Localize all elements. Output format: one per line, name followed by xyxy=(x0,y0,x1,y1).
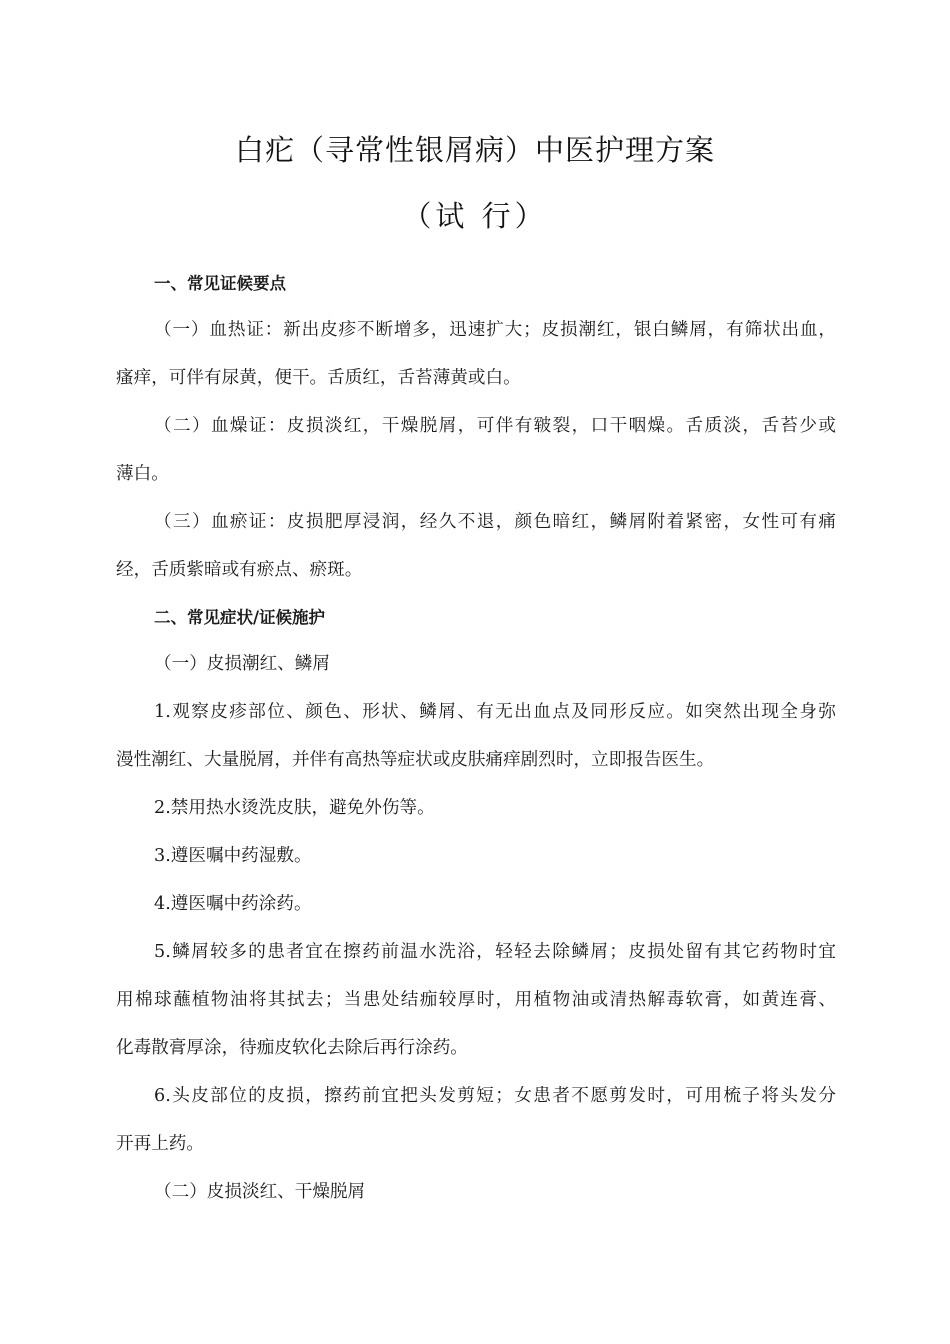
paragraph-line: （三）血瘀证：皮损肥厚浸润，经久不退，颜色暗红，鳞屑附着紧密，女性可有痛 xyxy=(154,512,836,532)
paragraph-line: 4.遵医嘱中药涂药。 xyxy=(154,894,312,914)
paragraph-line: 漫性潮红、大量脱屑，并伴有高热等症状或皮肤痛痒剧烈时，立即报告医生。 xyxy=(116,750,715,770)
paragraph-line: 用棉球蘸植物油将其拭去；当患处结痂较厚时，用植物油或清热解毒软膏，如黄连膏、 xyxy=(116,990,836,1010)
paragraph-line: （一）血热证：新出皮疹不断增多，迅速扩大；皮损潮红，银白鳞屑，有筛状出血， xyxy=(154,320,836,340)
paragraph-line: 化毒散膏厚涂，待痂皮软化去除后再行涂药。 xyxy=(116,1038,468,1058)
paragraph-line: （二）血燥证：皮损淡红，干燥脱屑，可伴有皲裂，口干咽燥。舌质淡，舌苔少或 xyxy=(154,416,836,436)
subheading: （一）皮损潮红、鳞屑 xyxy=(154,654,330,674)
paragraph-line: 薄白。 xyxy=(116,464,169,484)
paragraph-line: 3.遵医嘱中药湿敷。 xyxy=(154,846,312,866)
document-subtitle: （试 行） xyxy=(402,199,548,233)
paragraph-line: 1.观察皮疹部位、颜色、形状、鳞屑、有无出血点及同形反应。如突然出现全身弥 xyxy=(154,702,836,722)
section-heading-2: 二、常见症状/证候施护 xyxy=(154,608,326,627)
paragraph-line: 5.鳞屑较多的患者宜在擦药前温水洗浴，轻轻去除鳞屑；皮损处留有其它药物时宜 xyxy=(154,942,836,962)
paragraph-line: 瘙痒，可伴有尿黄，便干。舌质红，舌苔薄黄或白。 xyxy=(116,368,521,388)
paragraph-line: 开再上药。 xyxy=(116,1134,204,1154)
subheading: （二）皮损淡红、干燥脱屑 xyxy=(154,1182,366,1202)
paragraph-line: 6.头皮部位的皮损，擦药前宜把头发剪短；女患者不愿剪发时，可用梳子将头发分 xyxy=(154,1086,836,1106)
paragraph-line: 2.禁用热水烫洗皮肤，避免外伤等。 xyxy=(154,798,435,818)
section-heading-1: 一、常见证候要点 xyxy=(154,274,286,293)
paragraph-line: 经，舌质紫暗或有瘀点、瘀斑。 xyxy=(116,560,363,580)
document-title: 白疕（寻常性银屑病）中医护理方案 xyxy=(234,133,715,167)
